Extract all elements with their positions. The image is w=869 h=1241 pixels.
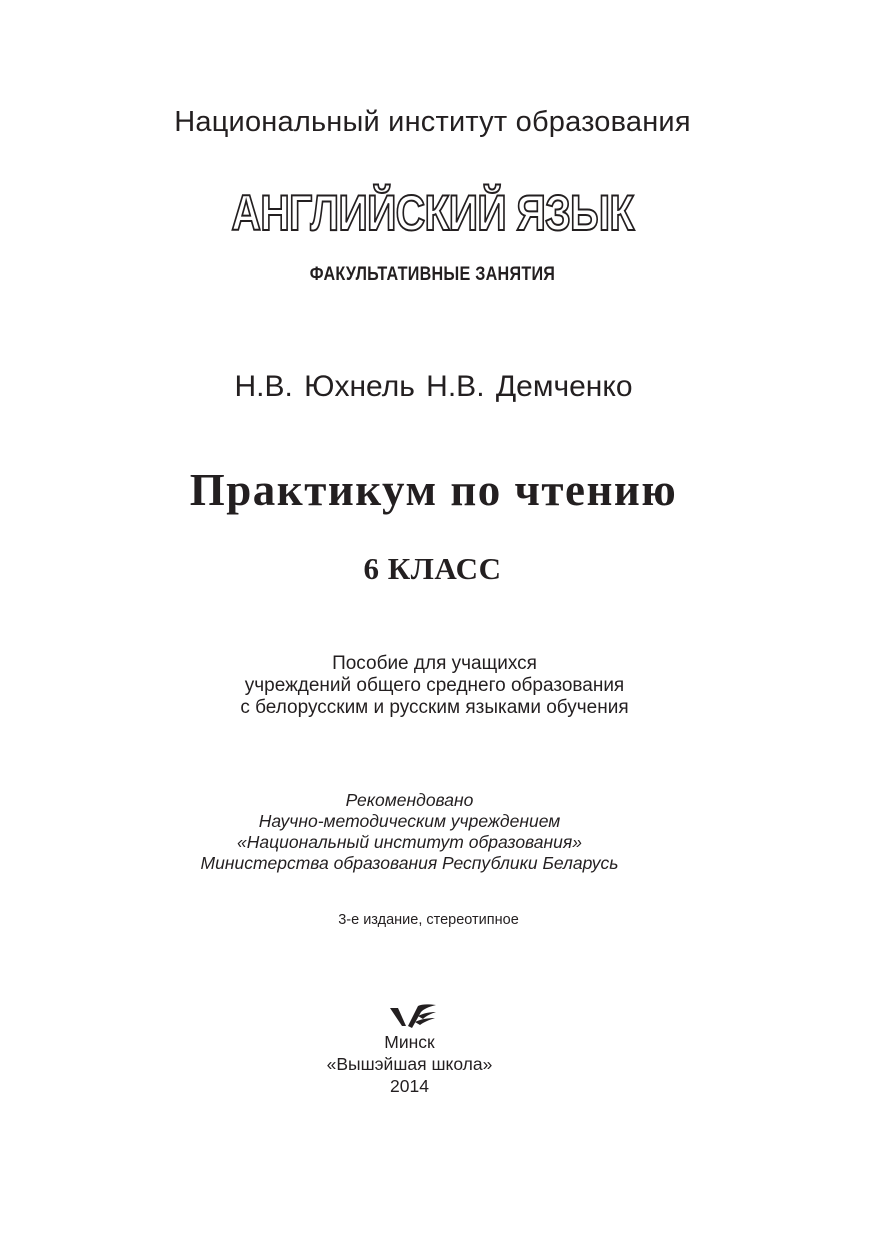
publisher-logo-icon [388, 1002, 438, 1030]
description-line: Пособие для учащихся [332, 653, 537, 674]
description-line: учреждений общего среднего образования [244, 675, 625, 696]
recommendation-line: Рекомендовано [345, 790, 474, 810]
book-grade: 6 КЛАСС [363, 551, 502, 586]
description [0, 653, 869, 719]
subject-title: АНГЛИЙСКИЙ ЯЗЫК [231, 185, 634, 241]
edition-note: 3-е издание, стереотипное [338, 912, 519, 928]
recommendation-line: Министерства образования Республики Беларусь [200, 853, 619, 873]
recommendation [0, 790, 819, 874]
publisher-info [0, 1031, 819, 1097]
description-line: с белорусским и русским языками обучения [240, 697, 629, 718]
recommendation-line: Научно-методическим учреждением [258, 811, 561, 831]
book-title: Практикум по чтению [189, 465, 678, 515]
publisher-name: «Вышэйшая школа» [326, 1054, 493, 1074]
publisher-city: Минск [384, 1032, 435, 1052]
recommendation-line: «Национальный институт образования» [237, 832, 582, 852]
authors: Н.В. Юхнель Н.В. Демченко [234, 370, 633, 403]
course-type: ФАКУЛЬТАТИВНЫЕ ЗАНЯТИЯ [309, 264, 556, 285]
institute-name: Национальный институт образования [174, 106, 691, 138]
publication-year: 2014 [390, 1076, 429, 1096]
